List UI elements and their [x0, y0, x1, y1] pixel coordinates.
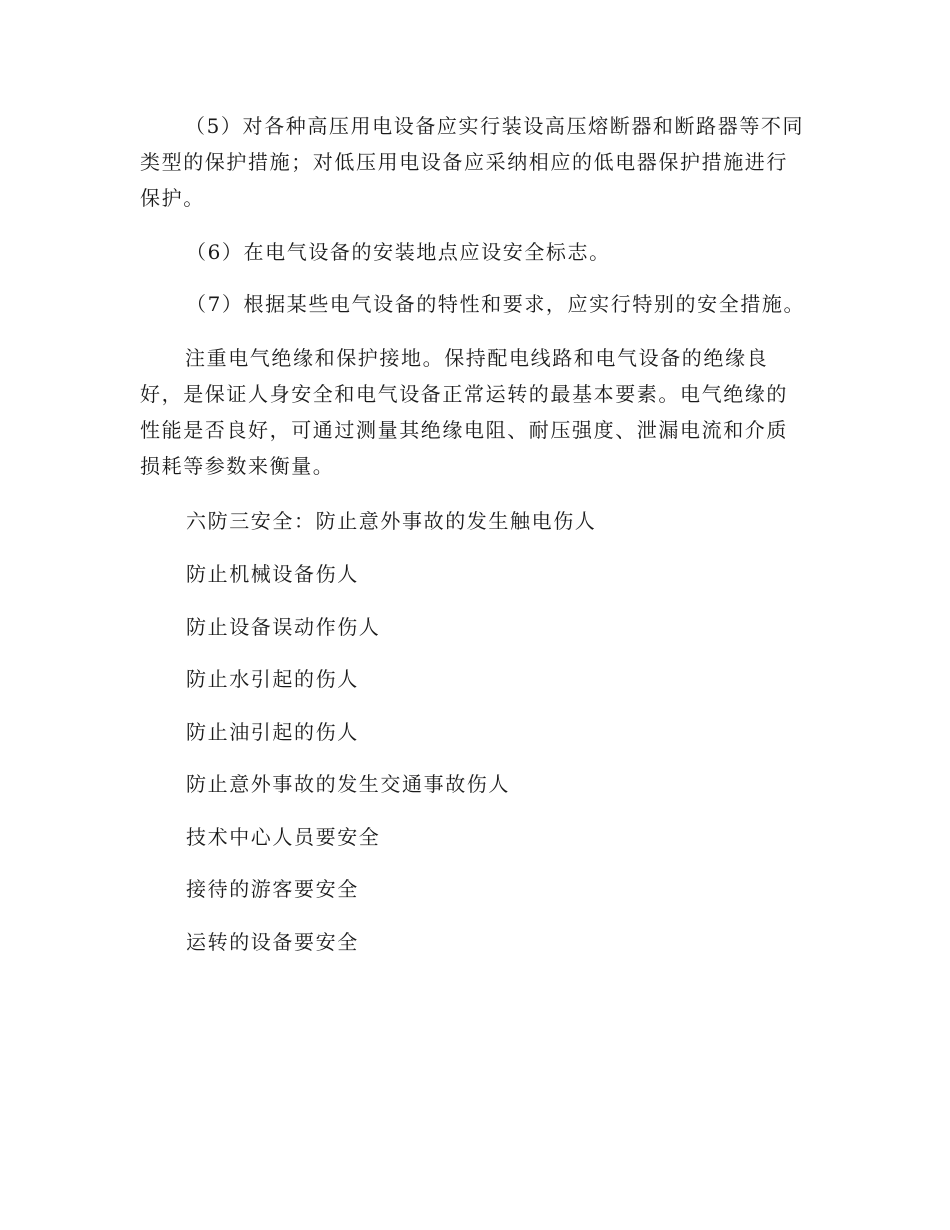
list-item: 运转的设备要安全	[186, 930, 359, 954]
list-item: 防止意外事故的发生交通事故伤人	[186, 772, 510, 796]
list-item: 技术中心人员要安全	[186, 825, 381, 849]
paragraph-item-6: （6）在电气设备的安装地点应设安全标志。	[186, 240, 611, 264]
list-item: 防止设备误动作伤人	[186, 615, 381, 639]
paragraph-insulation-line-1: 注重电气绝缘和保护接地。保持配电线路和电气设备的绝缘良	[185, 346, 769, 370]
paragraph-insulation-line-2: 好，是保证人身安全和电气设备正常运转的最基本要素。电气绝缘的	[140, 382, 788, 406]
list-item: 防止水引起的伤人	[186, 667, 359, 691]
paragraph-item-5	[140, 108, 820, 216]
list-item: 接待的游客要安全	[186, 877, 359, 901]
paragraph-insulation-line-4: 损耗等参数来衡量。	[140, 454, 335, 478]
list-item: 防止油引起的伤人	[186, 720, 359, 744]
paragraph-item-5-line-1: （5）对各种高压用电设备应实行装设高压熔断器和断路器等不同	[185, 114, 805, 138]
paragraph-insulation-line-3: 性能是否良好，可通过测量其绝缘电阻、耐压强度、泄漏电流和介质	[140, 418, 788, 442]
list-item: 六防三安全：防止意外事故的发生触电伤人	[186, 509, 597, 533]
paragraph-insulation	[140, 340, 820, 484]
paragraph-item-5-line-2: 类型的保护措施；对低压用电设备应采纳相应的低电器保护措施进行	[140, 150, 788, 174]
paragraph-item-5-line-3: 保护。	[140, 186, 205, 210]
paragraph-item-7: （7）根据某些电气设备的特性和要求，应实行特别的安全措施。	[186, 292, 806, 316]
list-item: 防止机械设备伤人	[186, 562, 359, 586]
